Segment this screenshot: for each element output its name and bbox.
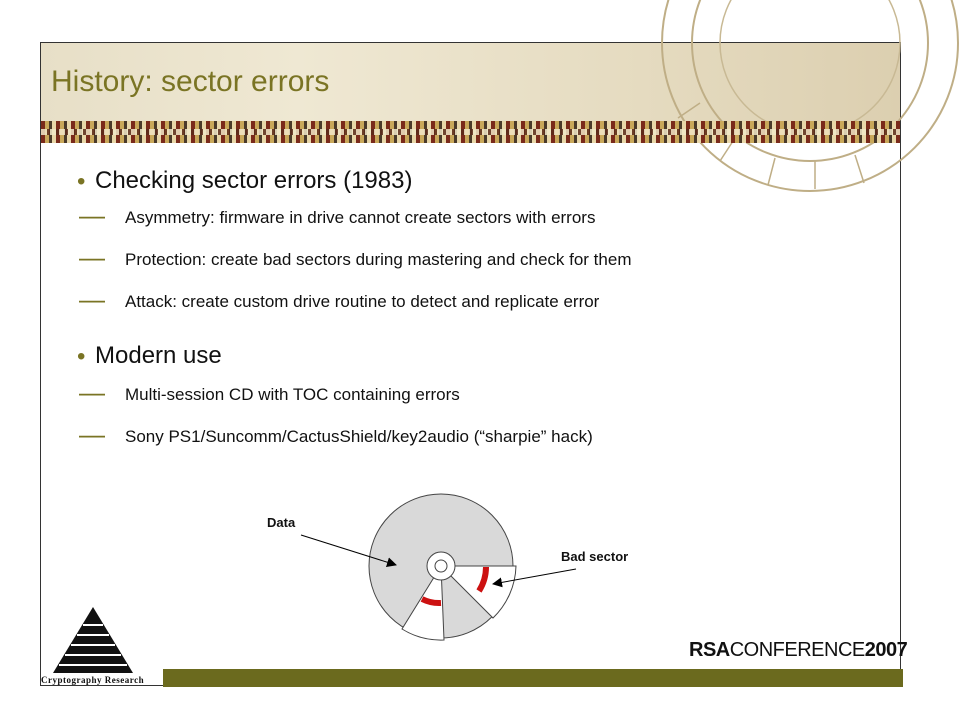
sub-bullet-attack (79, 284, 600, 314)
footer-bar (163, 669, 903, 687)
brand-year: 2007 (864, 639, 908, 661)
sub-bullet-text: Attack: create custom drive routine to detect and replicate error (125, 292, 600, 311)
slide-title: History: sector errors (51, 65, 330, 98)
dash-icon: — (79, 242, 105, 272)
bullet-text: Modern use (95, 342, 222, 369)
bullet-checking-sector-errors (77, 167, 413, 195)
data-label: Data (267, 515, 296, 530)
alphabet-dial-decoration (660, 0, 960, 193)
bullet-modern-use (77, 342, 222, 370)
sub-bullet-text: Asymmetry: firmware in drive cannot create sectors with errors (125, 208, 596, 227)
logo-caption: Cryptography Research (41, 675, 145, 685)
disc-hole (435, 560, 447, 572)
decorative-border (41, 121, 900, 143)
sub-bullet-multi-session (79, 377, 460, 407)
dash-icon: — (79, 200, 105, 230)
bullet-icon: • (77, 343, 86, 370)
cd-sector-diagram (41, 483, 902, 643)
dash-icon: — (79, 419, 105, 449)
dash-icon: — (79, 377, 105, 407)
bullet-icon: • (77, 168, 86, 195)
brand-middle: CONFERENCE (729, 639, 865, 661)
bullet-text: Checking sector errors (1983) (95, 167, 413, 194)
brand-prefix: RSA (689, 639, 730, 661)
slide (40, 42, 908, 686)
dash-icon: — (79, 284, 105, 314)
sub-bullet-asymmetry (79, 200, 596, 230)
header-band (41, 43, 900, 121)
sub-bullet-protection (79, 242, 632, 272)
sub-bullet-text: Sony PS1/Suncomm/CactusShield/key2audio (“sharpie” hack) (125, 427, 593, 446)
sub-bullet-text: Protection: create bad sectors during mastering and check for them (125, 250, 632, 269)
sub-bullet-sony-ps1 (79, 419, 593, 449)
bad-sector-label: Bad sector (561, 549, 629, 564)
sub-bullet-text: Multi-session CD with TOC containing errors (125, 385, 460, 404)
rsa-conference-brand (689, 639, 907, 662)
